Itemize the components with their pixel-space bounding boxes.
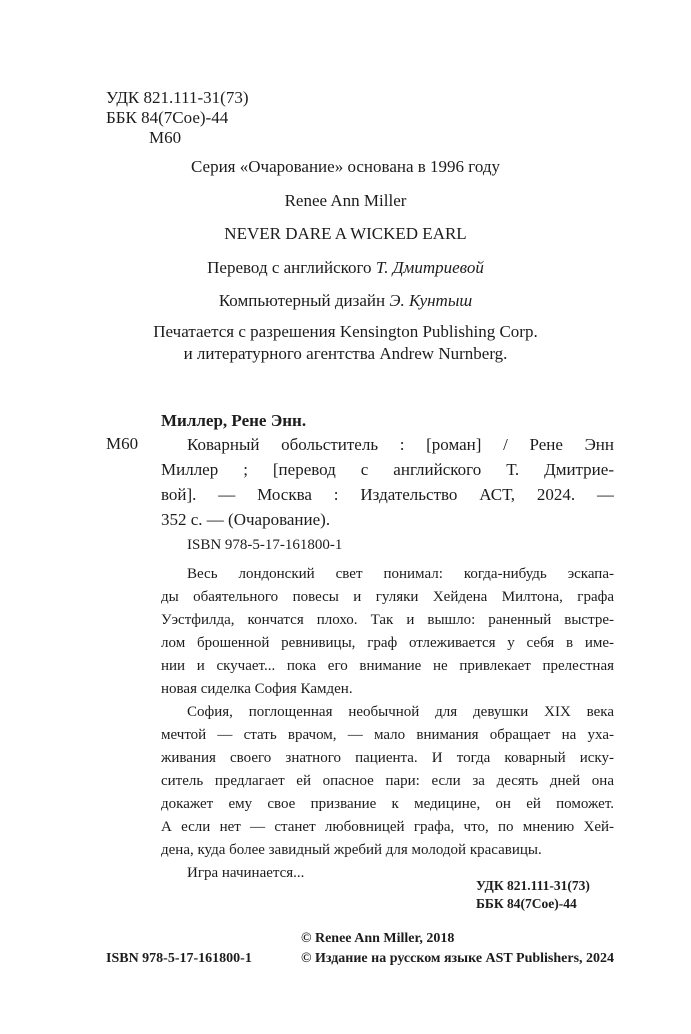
annotation-line: нии и скучает... пока его внимание не привлекает прелестная xyxy=(161,658,614,674)
catalog-author-heading: Миллер, Рене Энн. xyxy=(161,411,307,430)
translator-name: Т. Дмитриевой xyxy=(375,258,484,277)
copyright-isbn: ISBN 978-5-17-161800-1 xyxy=(106,951,252,966)
udk-code: УДК 821.111-31(73) xyxy=(106,88,249,107)
permission-line-2: и литературного агентства Andrew Nurnberg. xyxy=(183,344,508,363)
design-label: Компьютерный дизайн xyxy=(218,291,386,310)
annotation-line: А если нет — станет любовницей графа, что, по мнению Хей- xyxy=(161,819,614,835)
catalog-mark: М60 xyxy=(106,434,139,453)
annotation-line: Уэстфилда, кончатся плохо. Так и вышло: раненный выстре- xyxy=(161,612,614,628)
annotation-line: новая сиделка София Камден. xyxy=(161,681,353,697)
catalog-entry-line: Коварный обольститель : [роман] / Рене Энн xyxy=(187,435,614,454)
translation-credit xyxy=(0,258,691,278)
designer-name: Э. Кунтыш xyxy=(389,291,473,310)
annotation-line: Весь лондонский свет понимал: когда-нибудь эскапа- xyxy=(187,566,614,582)
footer-udk: УДК 821.111-31(73) xyxy=(476,878,590,893)
catalog-entry-line: 352 с. — (Очарование). xyxy=(161,510,331,529)
permission-line-1: Печатается с разрешения Kensington Publishing Corp. xyxy=(153,322,538,341)
catalog-entry-line: Миллер ; [перевод с английского Т. Дмитрие- xyxy=(161,460,614,479)
original-title: NEVER DARE A WICKED EARL xyxy=(224,224,467,243)
original-author: Renee Ann Miller xyxy=(284,191,407,210)
catalog-entry-line: вой]. — Москва : Издательство АСТ, 2024. — xyxy=(161,485,614,504)
annotation-line: дена, куда более завидный жребий для молодой красавицы. xyxy=(161,842,542,858)
annotation-line: живания своего знатного пациента. И тогда коварный иску- xyxy=(161,750,614,766)
translation-label: Перевод с английского xyxy=(207,258,372,277)
annotation-line: ды обаятельного повесы и гуляки Хейдена Милтона, графа xyxy=(161,589,614,605)
catalog-isbn: ISBN 978-5-17-161800-1 xyxy=(187,537,343,553)
copyright-line-2: © Издание на русском языке AST Publishers, 2024 xyxy=(301,951,615,966)
annotation-line: мечтой — стать врачом, — мало внимания обращает на уха- xyxy=(161,727,614,743)
footer-bbk: ББК 84(7Сое)-44 xyxy=(476,896,577,911)
design-credit xyxy=(0,291,691,311)
bbk-code: ББК 84(7Сое)-44 xyxy=(106,108,229,127)
author-mark: М60 xyxy=(149,128,182,147)
annotation-line: София, поглощенная необычной для девушки XIX века xyxy=(187,704,614,720)
annotation-closing: Игра начинается... xyxy=(187,865,305,881)
annotation-line: докажет ему свое призвание к медицине, он ей поможет. xyxy=(161,796,614,812)
annotation-line: лом брошенной ревнивицы, граф отлеживается у себя в име- xyxy=(161,635,614,651)
series-line: Серия «Очарование» основана в 1996 году xyxy=(190,157,500,176)
annotation-line: ситель предлагает ей опасное пари: если за десять дней она xyxy=(161,773,614,789)
copyright-line-1: © Renee Ann Miller, 2018 xyxy=(301,931,455,946)
